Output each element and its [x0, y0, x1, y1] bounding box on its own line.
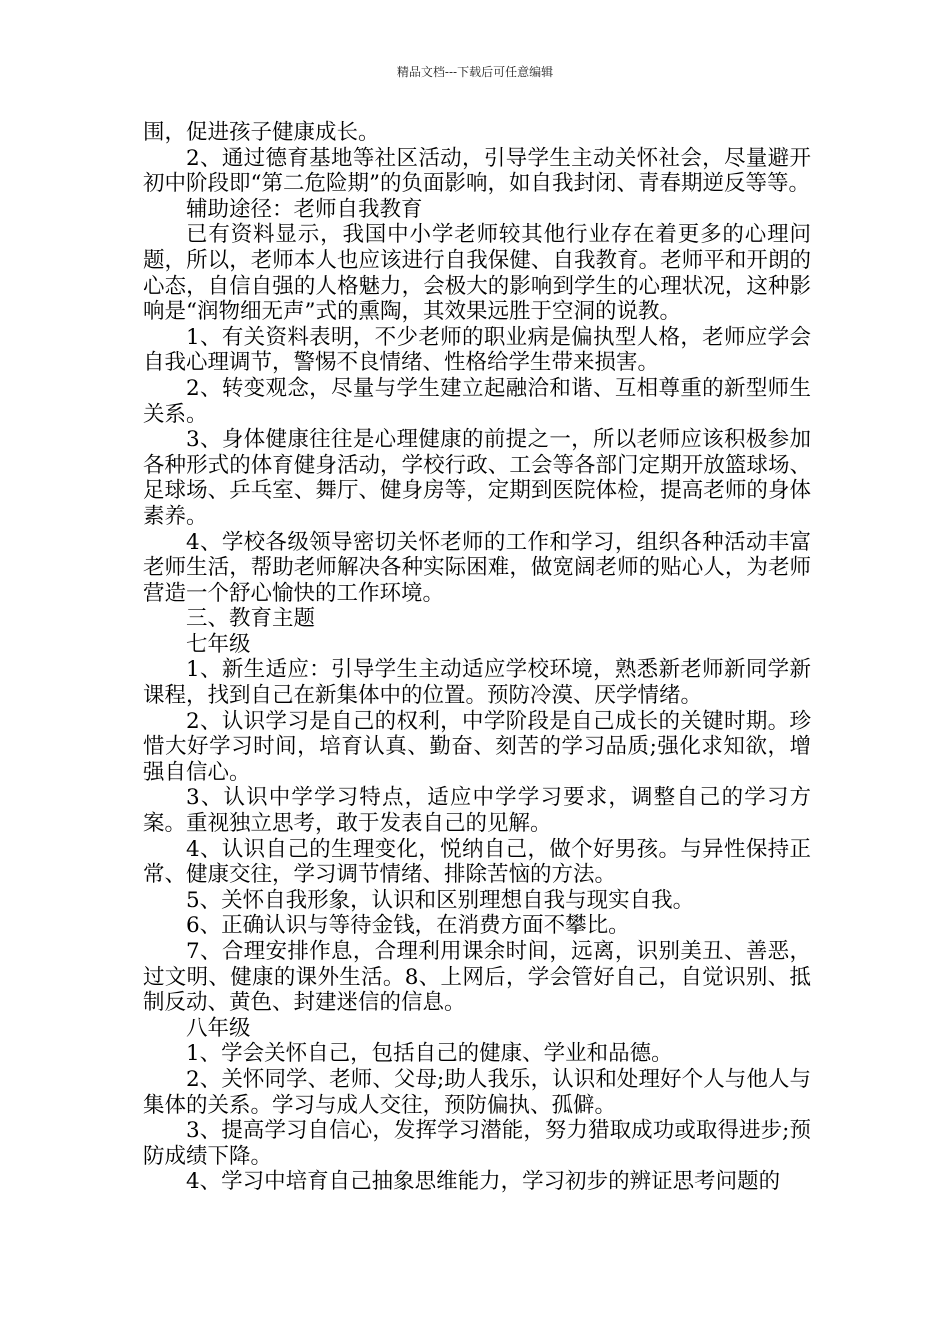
list-item: 1、学会关怀自己，包括自己的健康、学业和品德。: [186, 1041, 673, 1067]
list-item: 2、关怀同学、老师、父母;助人我乐，认识和处理好个人与他人与集体的关系。学习与成人交往，预防偏执、孤僻。: [143, 1066, 811, 1118]
paragraph: 2、通过德育基地等社区活动，引导学生主动关怀社会，尽量避开初中阶段即“第二危险期”的负面影响，如自我封闭、青春期逆反等等。: [143, 145, 811, 197]
list-item: 7、合理安排作息，合理利用课余时间，远离，识别美丑、善恶，过文明、健康的课外生活。8、上网后，学会管好自己，自觉识别、抵制反动、黄色、封建迷信的信息。: [143, 939, 811, 1016]
list-item: 4、学习中培育自己抽象思维能力，学习初步的辨证思考问题的: [186, 1169, 781, 1195]
list-item: 1、有关资料表明，不少老师的职业病是偏执型人格，老师应学会自我心理调节，警惕不良情绪、性格给学生带来损害。: [143, 324, 811, 376]
section-heading: 辅助途径：老师自我教育: [186, 196, 423, 222]
section-heading: 三、教育主题: [186, 606, 316, 632]
list-item: 1、新生适应：引导学生主动适应学校环境，熟悉新老师新同学新课程，找到自己在新集体中的位置。预防冷漠、厌学情绪。: [143, 657, 811, 709]
list-item: 3、提高学习自信心，发挥学习潜能，努力猎取成功或取得进步;预防成绩下降。: [143, 1118, 811, 1169]
list-item: 3、认识中学学习特点，适应中学学习要求，调整自己的学习方案。重视独立思考，敢于发表自己的见解。: [143, 785, 811, 837]
list-item: 6、正确认识与等待金钱，在消费方面不攀比。: [186, 913, 630, 939]
list-item: 2、转变观念，尽量与学生建立起融洽和谐、互相尊重的新型师生关系。: [143, 375, 811, 427]
paragraph: 已有资料显示，我国中小学老师较其他行业存在着更多的心理问题，所以，老师本人也应该进行自我保健、自我教育。老师平和开朗的心态，自信自强的人格魅力，会极大的影响到学生的心理状况，这种影响是“润物细无声”式的熏陶，其效果远胜于空洞的说教。: [143, 222, 811, 325]
subsection-heading: 七年级: [186, 631, 251, 657]
list-item: 2、认识学习是自己的权利，中学阶段是自己成长的关键时期。珍惜大好学习时间，培育认真、勤奋、刻苦的学习品质;强化求知欲，增强自信心。: [143, 708, 811, 785]
list-item: 3、身体健康往往是心理健康的前提之一，所以老师应该积极参加各种形式的体育健身活动，学校行政、工会等各部门定期开放篮球场、足球场、乒乓室、舞厅、健身房等，定期到医院体检，提高老师的身体素养。: [143, 427, 811, 529]
subsection-heading: 八年级: [186, 1015, 251, 1041]
list-item: 4、认识自己的生理变化，悦纳自己，做个好男孩。与异性保持正常、健康交往，学习调节情绪、排除苦恼的方法。: [143, 836, 811, 888]
paragraph: 围，促进孩子健康成长。: [143, 120, 380, 145]
document-body: [143, 120, 811, 1195]
list-item: 5、关怀自我形象，认识和区别理想自我与现实自我。: [186, 887, 695, 913]
page-header: 精品文档---下载后可任意编辑: [396, 65, 554, 79]
list-item: 4、学校各级领导密切关怀老师的工作和学习，组织各种活动丰富老师生活，帮助老师解决各种实际困难，做宽阔老师的贴心人，为老师营造一个舒心愉快的工作环境。: [143, 529, 811, 606]
